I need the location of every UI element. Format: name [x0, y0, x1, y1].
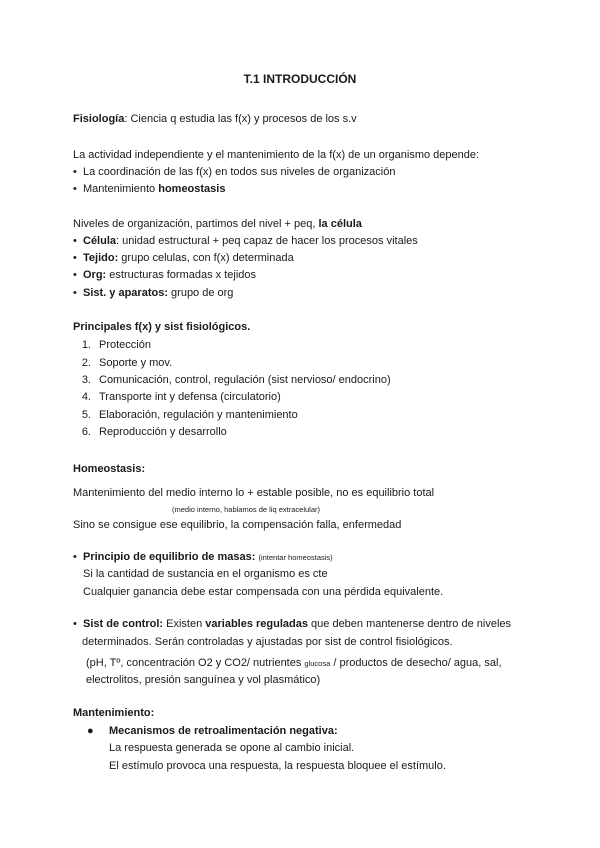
homeostasis-note: (medio interno, hablamos de liq extracelular) — [172, 505, 320, 514]
homeostasis-heading: Homeostasis: — [73, 463, 146, 475]
actividad-item: • Mantenimiento homeostasis — [73, 183, 226, 195]
list-item: 1. Protección — [81, 339, 151, 351]
fisiologia-definition: Fisiología: Ciencia q estudia las f(x) y procesos de los s.v — [73, 113, 357, 125]
principales-heading: Principales f(x) y sist fisiológicos. — [73, 321, 251, 333]
list-item: 6. Reproducción y desarrollo — [81, 426, 227, 438]
niveles-item: • Org: estructuras formadas x tejidos — [73, 269, 257, 281]
list-item: 3. Comunicación, control, regulación (sist nervioso/ endocrino) — [81, 374, 391, 386]
list-item: 5. Elaboración, regulación y mantenimiento — [81, 409, 298, 421]
homeostasis-line: Mantenimiento del medio interno lo + estable posible, no es equilibrio total — [73, 487, 435, 499]
homeostasis-line: Sino se consigue ese equilibrio, la compensación falla, enfermedad — [73, 519, 402, 531]
niveles-item: • Tejido: grupo celulas, con f(x) determinada — [73, 252, 294, 264]
list-item: 4. Transporte int y defensa (circulatorio) — [81, 391, 281, 403]
control-line: (pH, Tº, concentración O2 y CO2/ nutrientes glucosa / productos de desecho/ agua, sal, — [86, 657, 502, 669]
mantenimiento-item: ● Mecanismos de retroalimentación negativa: — [87, 725, 338, 737]
niveles-item: • Sist. y aparatos: grupo de org — [73, 287, 234, 299]
niveles-item: • Célula: unidad estructural + peq capaz de hacer los procesos vitales — [73, 235, 418, 247]
mantenimiento-line: La respuesta generada se opone al cambio inicial. — [109, 742, 355, 754]
page-title: T.1 INTRODUCCIÓN — [243, 72, 357, 86]
control-item: • Sist de control: Existen variables reguladas que deben mantenerse dentro de niveles — [73, 618, 512, 630]
actividad-intro: La actividad independiente y el mantenimiento de la f(x) de un organismo depende: — [73, 149, 480, 161]
control-line: determinados. Serán controladas y ajustadas por sist de control fisiológicos. — [82, 636, 453, 648]
mantenimiento-heading: Mantenimiento: — [73, 707, 155, 719]
principio-item: • Principio de equilibrio de masas: (intentar homeostasis) — [73, 551, 333, 563]
actividad-item: • La coordinación de las f(x) en todos sus niveles de organización — [73, 166, 396, 178]
niveles-intro: Niveles de organización, partimos del nivel + peq, la célula — [73, 218, 362, 230]
control-line: electrolitos, presión sanguínea y vol plasmático) — [86, 674, 321, 686]
principio-line: Cualquier ganancia debe estar compensada con una pérdida equivalente. — [83, 586, 444, 598]
principio-line: Si la cantidad de sustancia en el organismo es cte — [83, 568, 328, 580]
list-item: 2. Soporte y mov. — [81, 357, 173, 369]
fisiologia-term: Fisiología — [73, 113, 125, 125]
mantenimiento-line: El estímulo provoca una respuesta, la respuesta bloquee el estímulo. — [109, 760, 446, 772]
